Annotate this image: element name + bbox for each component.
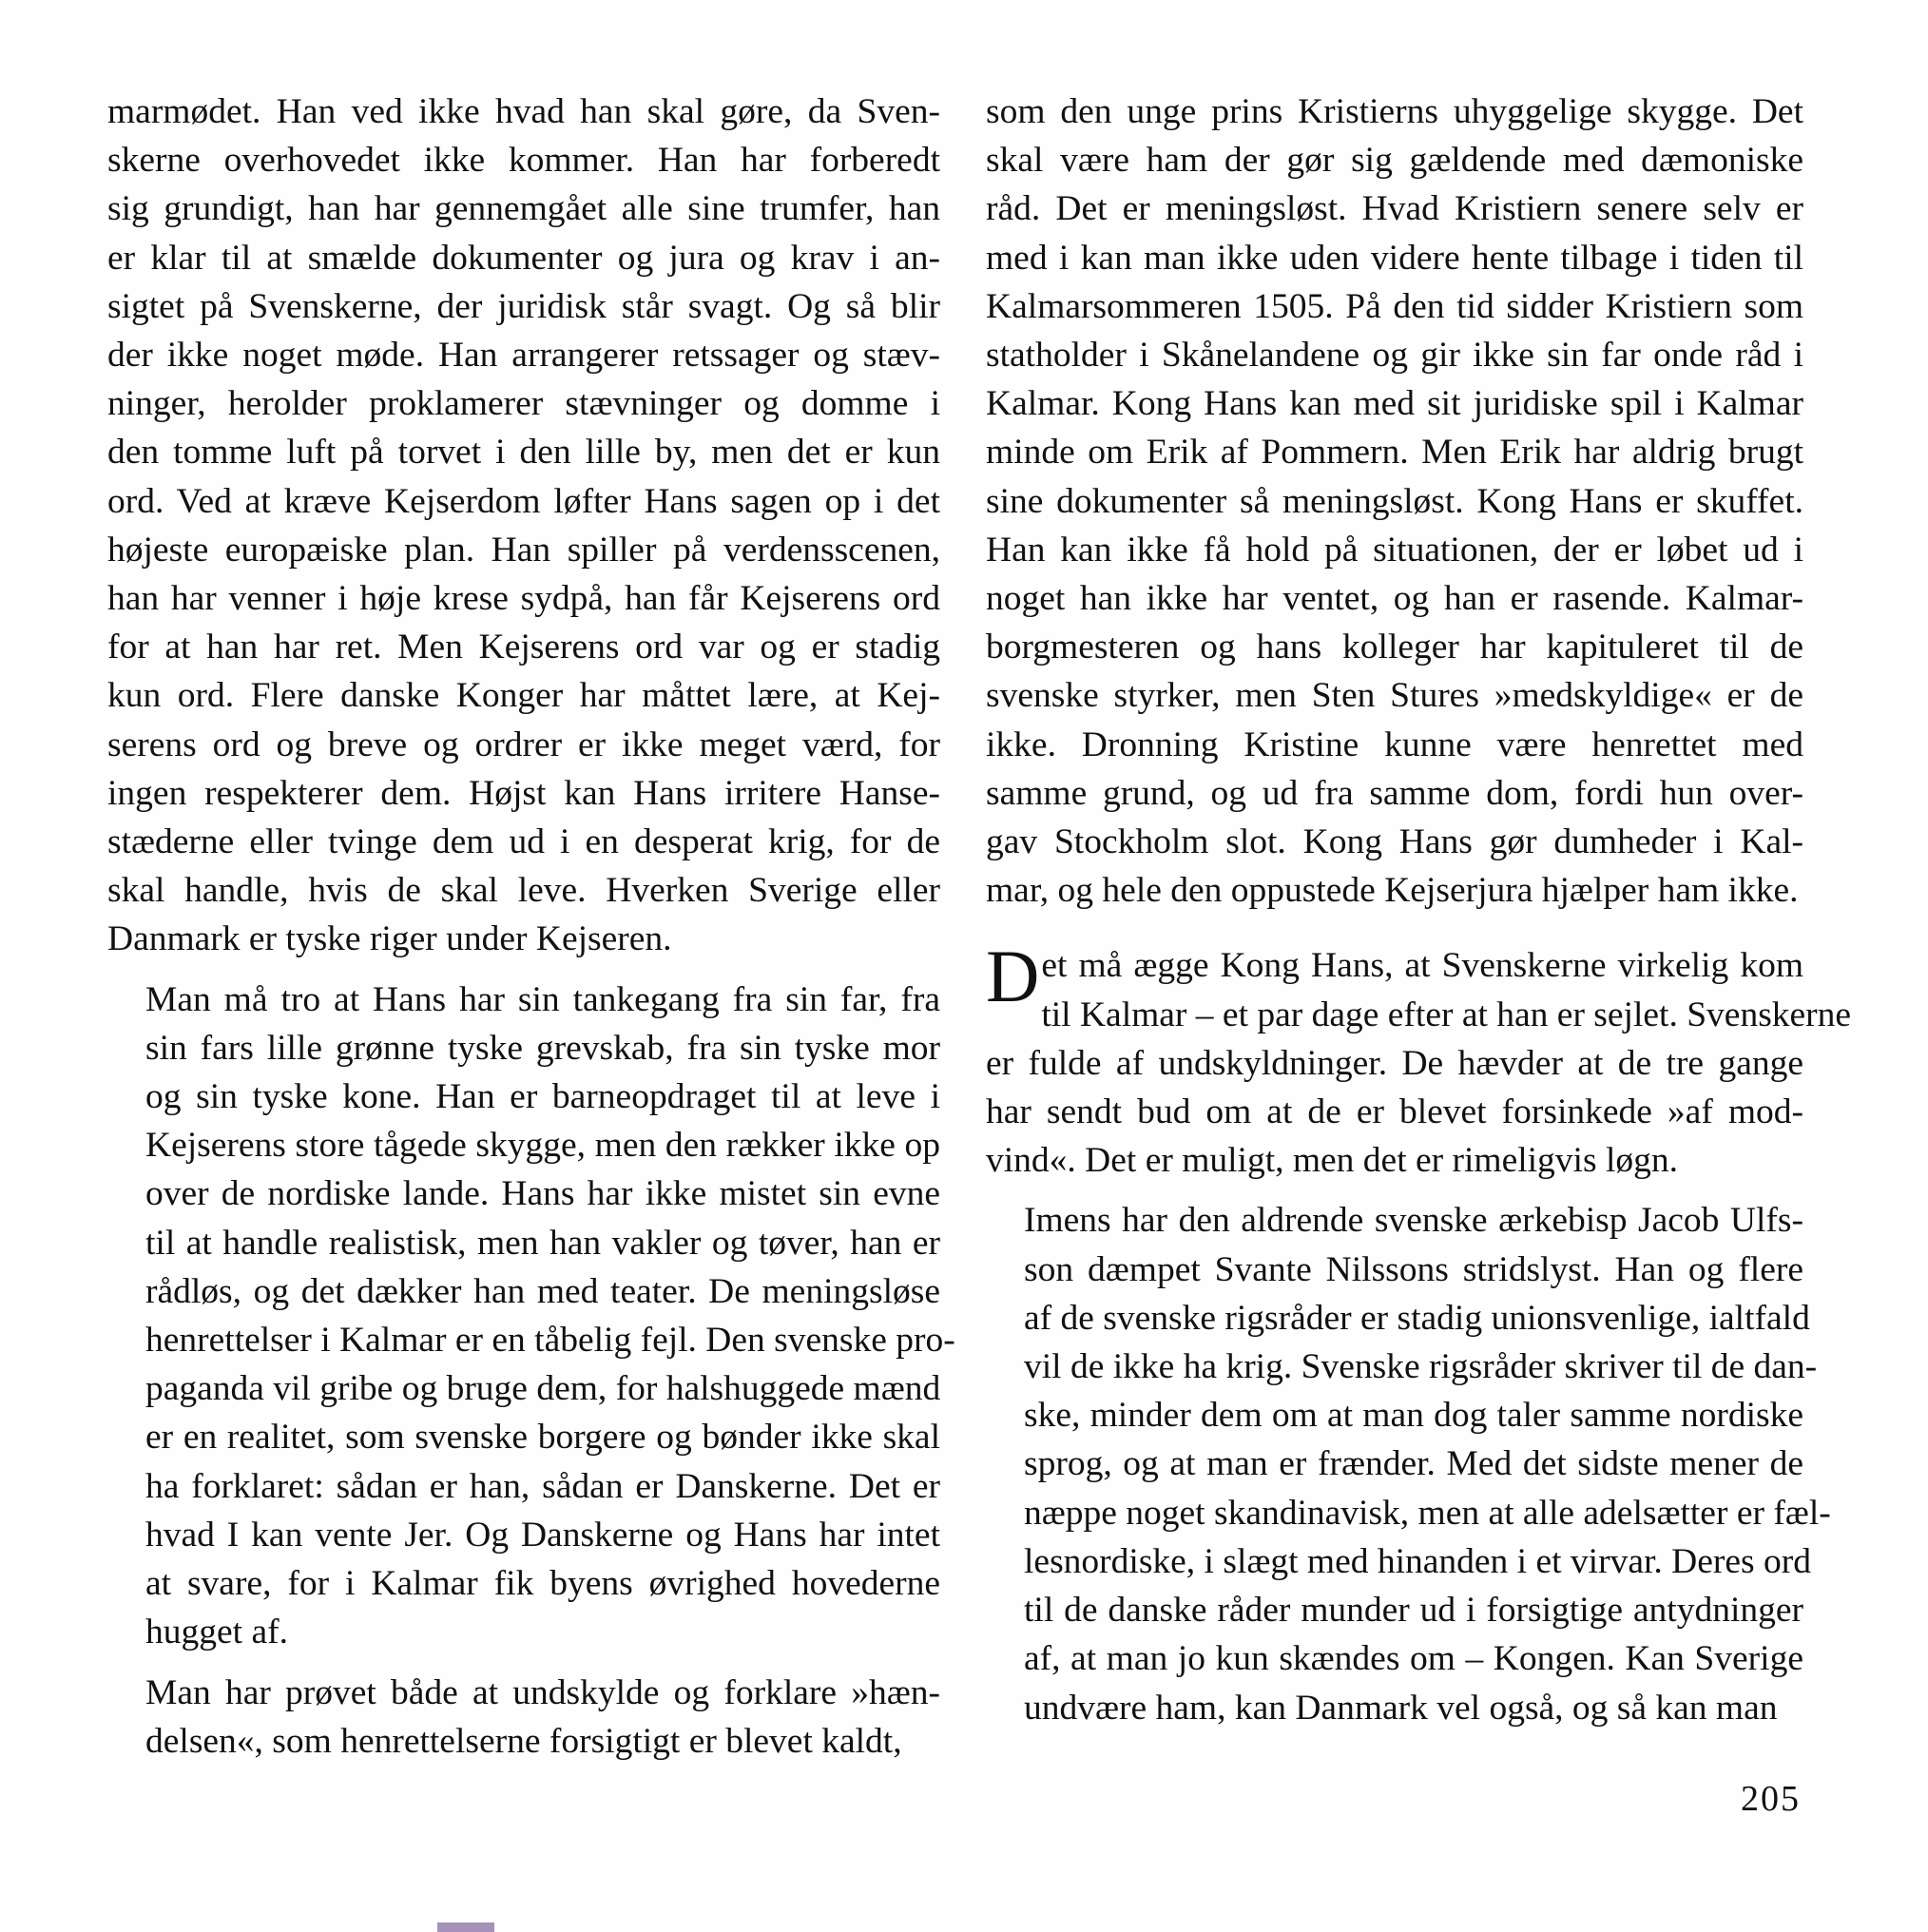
text-line: ingen respekterer dem. Højst kan Hans irritere Hanse- — [107, 773, 940, 813]
text-line: Kalmar. Kong Hans kan med sit juridiske spil i Kalmar — [986, 384, 1803, 424]
text-line: mar, og hele den oppustede Kejserjura hjælper ham ikke. — [986, 871, 1799, 911]
text-line: sin fars lille grønne tyske grevskab, fra sin tyske mor — [145, 1028, 940, 1068]
text-line: for at han har ret. Men Kejserens ord var og er stadig — [107, 628, 940, 667]
text-line: ha forklaret: sådan er han, sådan er Danskerne. Det er — [145, 1466, 940, 1506]
text-line: henrettelser i Kalmar er en tåbelig fejl. Den svenske pro- — [145, 1321, 955, 1361]
text-line: Han kan ikke få hold på situationen, der er løbet ud i — [986, 530, 1803, 570]
paragraph-right-1 — [986, 87, 1803, 915]
text-line: med i kan man ikke uden videre hente tilbage i tiden til — [986, 238, 1803, 278]
text-line: er fulde af undskyldninger. De hævder at de tre gange — [986, 1043, 1803, 1083]
text-line: statholder i Skånelandene og gir ikke sin far onde råd i — [986, 336, 1803, 376]
text-line: den tomme luft på torvet i den lille by, men det er kun — [107, 433, 940, 473]
text-line: til de danske råder munder ud i forsigtige antydninger — [1024, 1591, 1803, 1631]
text-line: af, at man jo kun skændes om – Kongen. Kan Sverige — [1024, 1639, 1803, 1679]
right-text-column — [986, 87, 1852, 1732]
text-line: paganda vil gribe og bruge dem, for halshuggede mænd — [145, 1369, 941, 1409]
text-line: af de svenske rigsråder er stadig unionsvenlige, ialtfald — [1024, 1298, 1810, 1338]
text-line: Kalmarsommeren 1505. På den tid sidder Kristiern som — [986, 286, 1803, 326]
text-line: Kejserens store tågede skygge, men den rækker ikke op — [145, 1126, 940, 1166]
text-line: har sendt bud om at de er blevet forsinkede »af mod- — [986, 1092, 1803, 1132]
text-line: er klar til at smælde dokumenter og jura og krav i an- — [107, 238, 940, 278]
text-line: at svare, for i Kalmar fik byens øvrighed hovederne — [145, 1564, 940, 1604]
text-line: hugget af. — [145, 1613, 288, 1652]
text-line: samme grund, og ud fra samme dom, fordi hun over- — [986, 773, 1803, 813]
text-line: ninger, herolder proklamerer stævninger og domme i — [107, 384, 940, 424]
text-line: over de nordiske lande. Hans har ikke mistet sin evne — [145, 1174, 940, 1214]
text-line: marmødet. Han ved ikke hvad han skal gøre, da Sven- — [107, 92, 940, 131]
left-text-column — [107, 87, 955, 1766]
text-line: kun ord. Flere danske Konger har måttet lære, at Kej- — [107, 676, 940, 716]
text-line: og sin tyske kone. Han er barneopdraget til at leve i — [145, 1077, 940, 1117]
text-line: ikke. Dronning Kristine kunne være henrettet med — [986, 724, 1803, 764]
text-line: sigtet på Svenskerne, der juridisk står svagt. Og så blir — [107, 286, 940, 326]
text-line: Man må tro at Hans har sin tankegang fra sin far, fra — [145, 979, 940, 1019]
text-line: vind«. Det er muligt, men det er rimeligvis løgn. — [986, 1141, 1678, 1181]
text-line: næppe noget skandinavisk, men at alle adelsætter er fæl- — [1024, 1493, 1831, 1533]
text-line: Imens har den aldrende svenske ærkebisp Jacob Ulfs- — [1024, 1201, 1803, 1241]
text-line: han har venner i høje krese sydpå, han får Kejserens ord — [107, 579, 940, 619]
text-line: son dæmpet Svante Nilssons stridslyst. Han og flere — [1024, 1249, 1803, 1289]
text-line: minde om Erik af Pommern. Men Erik har aldrig brugt — [986, 433, 1803, 473]
text-line: sine dokumenter så meningsløst. Kong Hans er skuffet. — [986, 481, 1803, 521]
scan-edge-mark — [437, 1922, 494, 1932]
text-line: råd. Det er meningsløst. Hvad Kristiern senere selv er — [986, 189, 1803, 229]
paragraph-right-2 — [986, 935, 1852, 1185]
text-line: stæderne eller tvinge dem ud i en desperat krig, for de — [107, 822, 940, 862]
text-line: er en realitet, som svenske borgere og bønder ikke skal — [145, 1418, 940, 1458]
text-line: som den unge prins Kristierns uhyggelige skygge. Det — [986, 92, 1803, 131]
text-line: vil de ikke ha krig. Svenske rigsråder skriver til de dan- — [1024, 1347, 1818, 1387]
text-line: Danmark er tyske riger under Kejseren. — [107, 919, 672, 959]
text-line: sprog, og at man er frænder. Med det sidste mener de — [1024, 1444, 1803, 1484]
text-line: skal være ham der gør sig gældende med dæmoniske — [986, 141, 1803, 181]
text-line: til Kalmar – et par dage efter at han er sejlet. Svenskerne — [1041, 995, 1852, 1034]
text-line: højeste europæiske plan. Han spiller på verdensscenen, — [107, 530, 940, 570]
text-line: lesnordiske, i slægt med hinanden i et virvar. Deres ord — [1024, 1541, 1811, 1581]
text-line: Man har prøvet både at undskylde og forklare »hæn- — [145, 1672, 940, 1712]
page-number: 205 — [1741, 1779, 1801, 1819]
paragraph-left-3 — [107, 1669, 940, 1766]
text-line: skerne overhovedet ikke kommer. Han har forberedt — [107, 141, 940, 181]
text-line: der ikke noget møde. Han arrangerer retssager og stæv- — [107, 336, 940, 376]
text-line: et må ægge Kong Hans, at Svenskerne virkelig kom — [1041, 946, 1803, 986]
text-line: rådløs, og det dækker han med teater. De meningsløse — [145, 1271, 940, 1311]
text-line: svenske styrker, men Sten Stures »medskyldige« er de — [986, 676, 1803, 716]
text-line: delsen«, som henrettelserne forsigtigt er blevet kaldt, — [145, 1721, 902, 1761]
paragraph-left-1 — [107, 87, 940, 964]
text-line: ske, minder dem om at man dog taler samme nordiske — [1024, 1396, 1803, 1436]
text-line: undvære ham, kan Danmark vel også, og så kan man — [1024, 1688, 1778, 1728]
paragraph-right-3 — [986, 1196, 1831, 1731]
text-line: hvad I kan vente Jer. Og Danskerne og Hans har intet — [145, 1515, 940, 1555]
text-line: ord. Ved at kræve Kejserdom løfter Hans sagen op i det — [107, 481, 940, 521]
text-line: til at handle realistisk, men han vakler og tøver, han er — [145, 1223, 940, 1263]
text-line: gav Stockholm slot. Kong Hans gør dumheder i Kal- — [986, 822, 1803, 862]
text-line: serens ord og breve og ordrer er ikke meget værd, for — [107, 724, 940, 764]
text-line: noget han ikke har ventet, og han er rasende. Kalmar- — [986, 579, 1803, 619]
text-line: sig grundigt, han har gennemgået alle sine trumfer, han — [107, 189, 940, 229]
text-line: skal handle, hvis de skal leve. Hverken Sverige eller — [107, 871, 940, 911]
text-line: borgmesteren og hans kolleger har kapituleret til de — [986, 628, 1803, 667]
drop-cap: D — [986, 935, 1040, 1018]
paragraph-left-2 — [107, 976, 955, 1657]
